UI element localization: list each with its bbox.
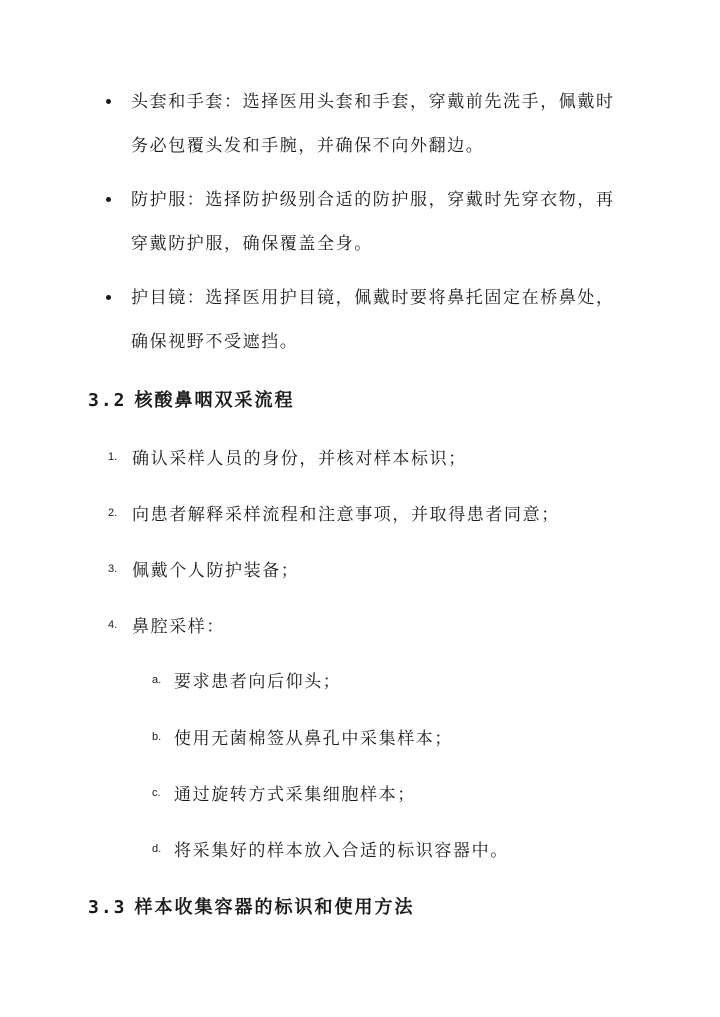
step-marker: 3. <box>108 562 118 575</box>
substep-text: 使用无菌棉签从鼻孔中采集样本； <box>174 729 453 749</box>
bullet-text <box>131 80 626 168</box>
step-item <box>108 500 560 525</box>
section-heading-3-3 <box>88 893 415 919</box>
substep-marker: c. <box>152 786 161 799</box>
section-number: 3.2 <box>88 390 127 411</box>
section-number: 3.3 <box>88 897 127 918</box>
bullet-dot <box>106 295 111 300</box>
step-item <box>108 444 467 469</box>
bullet-dot <box>106 197 111 202</box>
step-item <box>108 556 299 581</box>
bullet-line: 防护服：选择防护级别合适的防护服，穿戴时先穿衣物，再 <box>131 190 615 210</box>
substep-text: 将采集好的样本放入合适的标识容器中。 <box>174 841 509 861</box>
bullet-line: 确保视野不受遮挡。 <box>131 332 299 352</box>
bullet-line: 头套和手套：选择医用头套和手套，穿戴前先洗手，佩戴时 <box>131 92 615 112</box>
step-text: 向患者解释采样流程和注意事项，并取得患者同意； <box>132 505 560 525</box>
bullet-item-headwear-gloves <box>106 80 626 168</box>
substep-item <box>152 667 341 692</box>
step-marker: 4. <box>108 618 118 631</box>
substep-marker: d. <box>152 842 162 855</box>
substep-text: 通过旋转方式采集细胞样本； <box>174 785 416 805</box>
bullet-text <box>131 276 626 364</box>
section-title: 样本收集容器的标识和使用方法 <box>134 897 415 918</box>
step-marker: 2. <box>108 506 118 519</box>
step-text: 确认采样人员的身份，并核对样本标识； <box>132 449 467 469</box>
section-title: 核酸鼻咽双采流程 <box>134 390 295 411</box>
step-text: 佩戴个人防护装备； <box>132 561 300 581</box>
bullet-item-goggles <box>106 276 626 364</box>
step-item <box>108 612 225 637</box>
step-text: 鼻腔采样： <box>132 617 225 637</box>
bullet-text <box>131 178 626 266</box>
substep-item <box>152 836 509 861</box>
bullet-line: 务必包覆头发和手腕，并确保不向外翻边。 <box>131 136 485 156</box>
substep-marker: b. <box>152 730 162 743</box>
step-marker: 1. <box>108 450 118 463</box>
substep-item <box>152 780 416 805</box>
bullet-dot <box>106 99 111 104</box>
bullet-line: 护目镜：选择医用护目镜，佩戴时要将鼻托固定在桥鼻处， <box>131 288 615 308</box>
substep-text: 要求患者向后仰头； <box>174 672 342 692</box>
substep-marker: a. <box>152 673 162 686</box>
bullet-item-protective-suit <box>106 178 626 266</box>
section-heading-3-2 <box>88 386 295 412</box>
substep-item <box>152 724 453 749</box>
bullet-line: 穿戴防护服，确保覆盖全身。 <box>131 234 373 254</box>
